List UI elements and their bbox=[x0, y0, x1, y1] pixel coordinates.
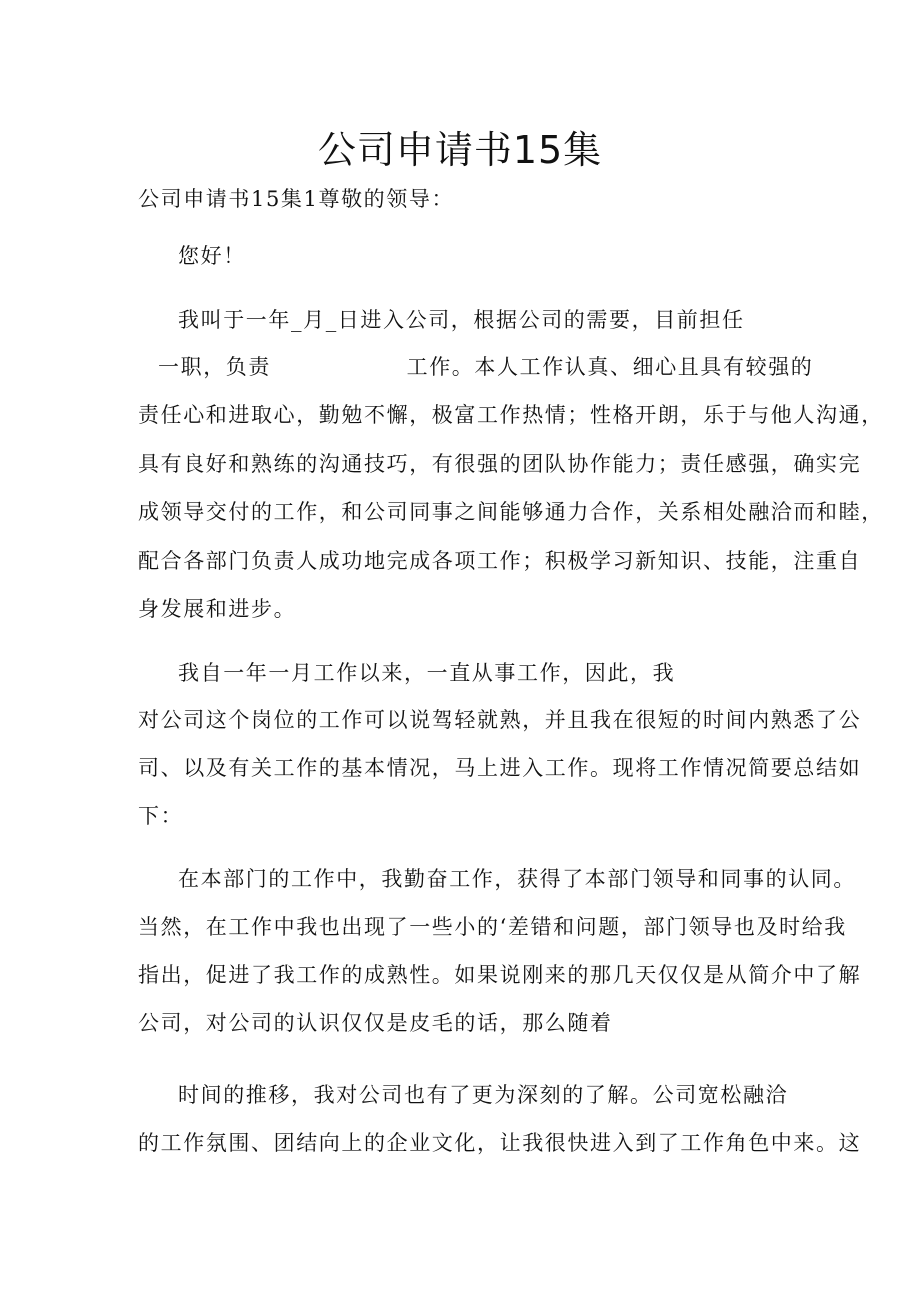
paragraph-line: 我自一年一月工作以来，一直从事工作，因此，我 bbox=[178, 661, 676, 685]
paragraph-line: 下： bbox=[138, 804, 184, 828]
paragraph-line: 一职，负责 工作。本人工作认真、细心且具有较强的 bbox=[158, 355, 814, 379]
salutation-line: 公司申请书15集1尊敬的领导： bbox=[138, 187, 455, 211]
paragraph-line: 公司，对公司的认识仅仅是皮毛的话，那么随着 bbox=[138, 1011, 613, 1035]
paragraph-line: 责任心和进取心，勤勉不懈，极富工作热情；性格开朗，乐于与他人沟通， bbox=[138, 403, 884, 427]
paragraph-line: 身发展和进步。 bbox=[138, 597, 297, 621]
paragraph-line: 司、以及有关工作的基本情况，马上进入工作。现将工作情况简要总结如 bbox=[138, 756, 862, 780]
paragraph-line: 时间的推移，我对公司也有了更为深刻的了解。公司宽松融洽 bbox=[178, 1083, 789, 1107]
paragraph-line: 当然，在工作中我也出现了一些小的‘差错和问题，部门领导也及时给我 bbox=[138, 915, 847, 939]
paragraph-line: 对公司这个岗位的工作可以说驾轻就熟，并且我在很短的时间内熟悉了公 bbox=[138, 708, 862, 732]
document-title: 公司申请书15集 bbox=[317, 128, 603, 172]
paragraph-line: 具有良好和熟练的沟通技巧，有很强的团队协作能力；责任感强，确实完 bbox=[138, 452, 862, 476]
paragraph-line: 成领导交付的工作，和公司同事之间能够通力合作，关系相处融洽而和睦， bbox=[138, 500, 884, 524]
greeting-line: 您好！ bbox=[178, 244, 246, 268]
paragraph-line: 我叫于一年_月_日进入公司，根据公司的需要，目前担任 bbox=[178, 308, 745, 332]
paragraph-line: 配合各部门负责人成功地完成各项工作；积极学习新知识、技能，注重自 bbox=[138, 549, 862, 573]
paragraph-line: 在本部门的工作中，我勤奋工作，获得了本部门领导和同事的认同。 bbox=[178, 867, 856, 891]
paragraph-line: 的工作氛围、团结向上的企业文化，让我很快进入到了工作角色中来。这 bbox=[138, 1131, 862, 1155]
paragraph-line: 指出，促进了我工作的成熟性。如果说刚来的那几天仅仅是从简介中了解 bbox=[138, 963, 862, 987]
